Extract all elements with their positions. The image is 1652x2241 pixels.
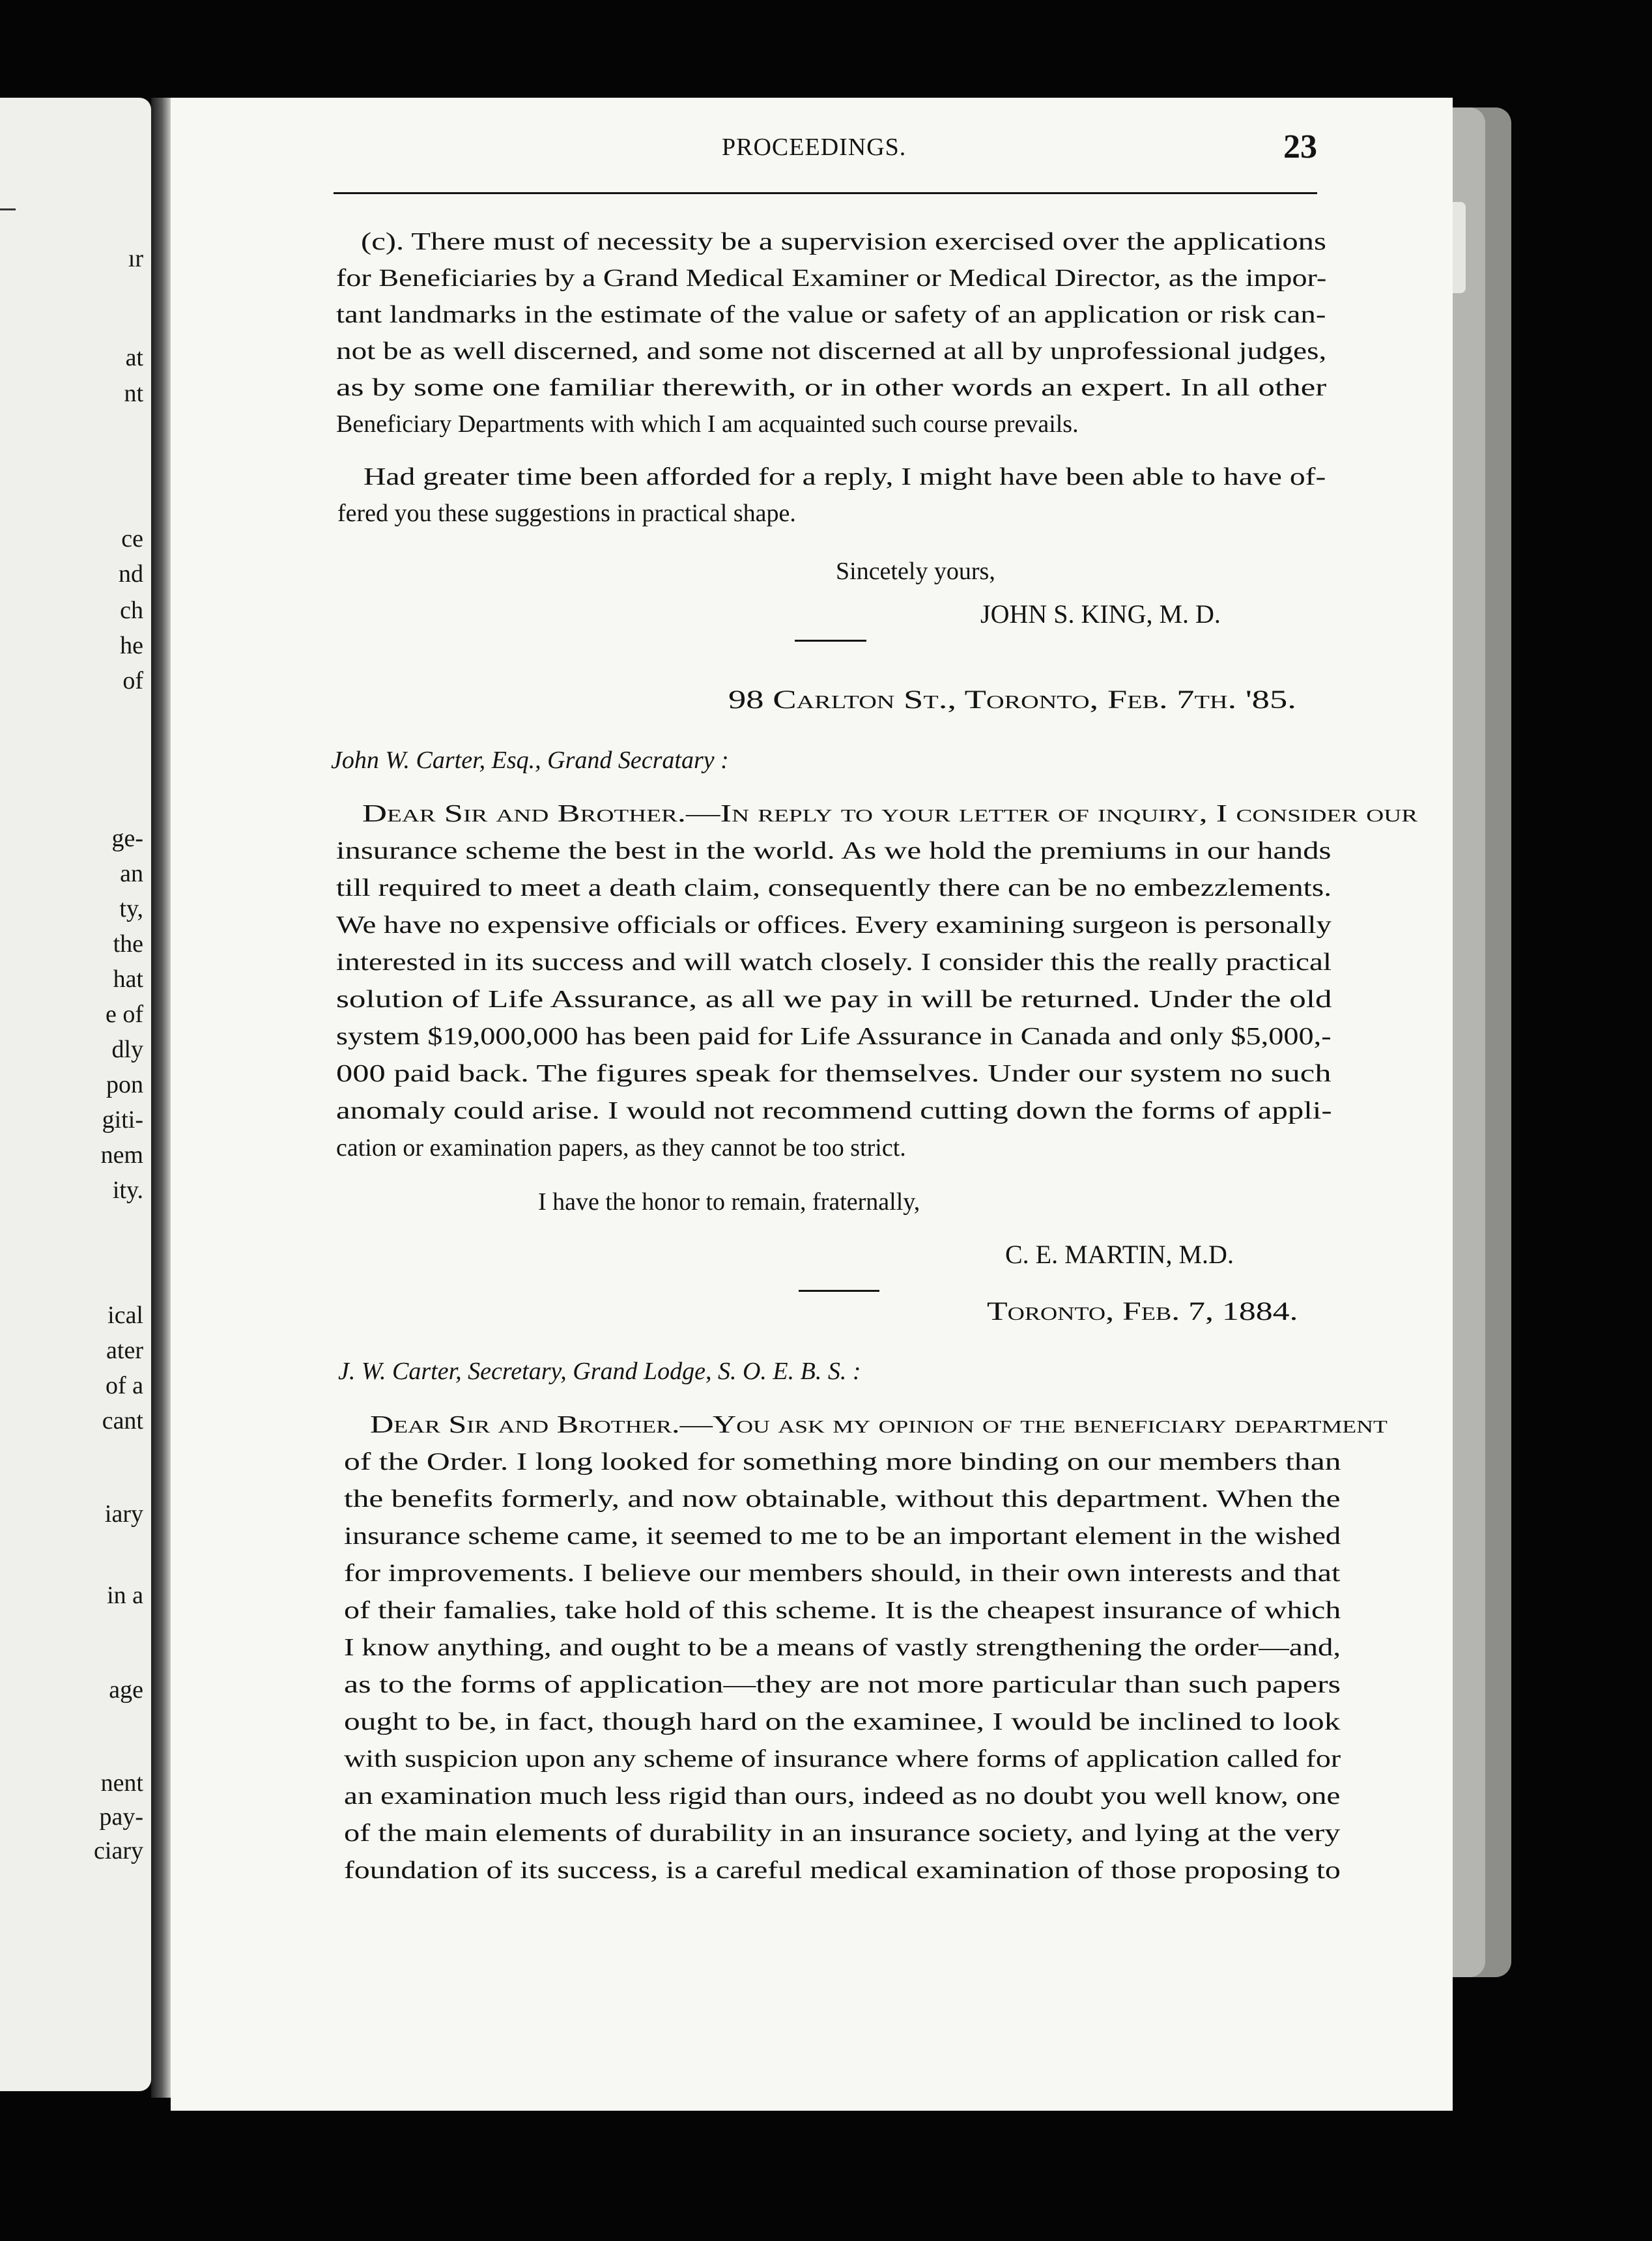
- letter2-signature: C. E. MARTIN, M.D.: [1005, 1240, 1234, 1269]
- left-page-fragment: nt: [124, 380, 143, 407]
- left-page-fragment: in a: [107, 1582, 143, 1609]
- letter3-body-line: with suspicion upon any scheme of insurance where forms of application called for: [344, 1745, 1341, 1773]
- letter2-body-line: We have no expensive officials or offices. Every examining surgeon is personally: [336, 911, 1332, 939]
- left-page-fragment: the: [113, 930, 143, 958]
- left-page-fragment: at: [125, 344, 143, 371]
- left-page-fragment: ce: [121, 525, 143, 552]
- letter2-body-line: Dear Sir and Brother.—In reply to your letter of inquiry, I consider our: [362, 800, 1418, 827]
- letter3-body-line: ought to be, in fact, though hard on the examinee, I would be inclined to look: [344, 1708, 1341, 1735]
- paragraph-c-line: as by some one familiar therewith, or in other words an expert. In all other: [336, 374, 1327, 401]
- left-page-fragment: ge-: [111, 825, 143, 852]
- letter1-closing: Sincetely yours,: [836, 558, 995, 585]
- letter3-body-line: of their famalies, take hold of this scheme. It is the cheapest insurance of which: [344, 1597, 1341, 1624]
- letter2-body-line: cation or examination papers, as they cannot be too strict.: [336, 1134, 906, 1162]
- paragraph-c-line: Beneficiary Departments with which I am acquainted such course prevails.: [336, 410, 1079, 438]
- paragraph-had-line: fered you these suggestions in practical shape.: [337, 500, 796, 527]
- letter2-body-line: interested in its success and will watch closely. I consider this the really practical: [336, 949, 1332, 976]
- left-page-fragment: nd: [119, 560, 143, 588]
- left-page-fragment: ity.: [112, 1177, 143, 1204]
- letter2-body-line: till required to meet a death claim, consequently there can be no embezzlements.: [336, 874, 1332, 902]
- separator-rule-2: [799, 1290, 879, 1292]
- left-page-fragment: pon: [106, 1071, 143, 1098]
- left-page-fragment: nem: [100, 1141, 143, 1169]
- letter3-salutation: J. W. Carter, Secretary, Grand Lodge, S. O. E. B. S. :: [338, 1358, 861, 1385]
- left-page-fragment: giti-: [102, 1106, 143, 1134]
- left-page-fragment: ater: [106, 1337, 143, 1364]
- letter3-body-line: of the main elements of durability in an insurance society, and lying at the very: [344, 1820, 1341, 1847]
- left-page-fragment: age: [109, 1676, 143, 1704]
- header-rule: [334, 192, 1317, 194]
- letter1-signature: JOHN S. KING, M. D.: [980, 599, 1221, 629]
- letter3-body-line: for improvements. I believe our members should, in their own interests and that: [344, 1560, 1341, 1587]
- left-page-fragment: ır: [128, 245, 143, 272]
- letter2-body-line: anomaly could arise. I would not recommend cutting down the forms of appli-: [336, 1097, 1332, 1124]
- page-number: 23: [1283, 128, 1317, 165]
- left-facing-page: [0, 98, 151, 2091]
- left-page-fragment: cant: [102, 1407, 143, 1435]
- letter3-body-line: I know anything, and ought to be a means of vastly strengthening the order—and,: [344, 1634, 1341, 1661]
- letter3-body-line: the benefits formerly, and now obtainable, without this department. When the: [344, 1485, 1341, 1513]
- left-page-fragment: hat: [113, 965, 143, 993]
- left-page-fragment: he: [120, 632, 143, 659]
- book-spine: [151, 98, 171, 2098]
- letter2-dateline: 98 Carlton St., Toronto, Feb. 7th. '85.: [728, 685, 1296, 714]
- letter2-body-line: solution of Life Assurance, as all we pay in will be returned. Under the old: [336, 986, 1332, 1013]
- paragraph-c-line: (c). There must of necessity be a supervision exercised over the applications: [361, 228, 1326, 255]
- left-page-fragment: ciary: [94, 1837, 143, 1864]
- left-page-fragment: nent: [100, 1769, 143, 1797]
- letter3-body-line: Dear Sir and Brother.—You ask my opinion of the beneficiary department: [370, 1411, 1388, 1438]
- left-page-fragment: ical: [107, 1302, 143, 1329]
- left-page-fragment: pay-: [99, 1803, 143, 1831]
- left-page-fragment: dly: [111, 1036, 143, 1063]
- separator-rule-1: [795, 640, 866, 642]
- paragraph-had-line: Had greater time been afforded for a reply, I might have been able to have of-: [363, 463, 1326, 491]
- letter3-body-line: of the Order. I long looked for something more binding on our members than: [344, 1448, 1341, 1476]
- left-page-fragment: of: [122, 667, 143, 694]
- letter2-body-line: system $19,000,000 has been paid for Life Assurance in Canada and only $5,000,-: [336, 1023, 1332, 1050]
- paragraph-c-line: tant landmarks in the estimate of the value or safety of an application or risk can-: [336, 301, 1326, 328]
- running-head: PROCEEDINGS.: [722, 134, 907, 161]
- left-page-dash: [0, 208, 16, 210]
- left-page-fragment: ty,: [119, 895, 143, 922]
- paragraph-c-line: for Beneficiaries by a Grand Medical Examiner or Medical Director, as the impor-: [336, 264, 1327, 292]
- letter2-body-line: insurance scheme the best in the world. As we hold the premiums in our hands: [336, 837, 1332, 864]
- letter2-body-line: 000 paid back. The figures speak for themselves. Under our system no such: [336, 1060, 1332, 1087]
- left-page-fragment: iary: [104, 1500, 143, 1528]
- left-page-fragment: e of: [105, 1001, 143, 1028]
- letter3-dateline: Toronto, Feb. 7, 1884.: [987, 1296, 1298, 1326]
- letter3-body-line: as to the forms of application—they are not more particular than such papers: [344, 1671, 1341, 1698]
- left-page-fragment: of a: [105, 1372, 143, 1399]
- letter2-salutation: John W. Carter, Esq., Grand Secratary :: [331, 747, 729, 774]
- letter2-closing: I have the honor to remain, fraternally,: [538, 1188, 920, 1216]
- paragraph-c-line: not be as well discerned, and some not discerned at all by unprofessional judges,: [336, 337, 1327, 365]
- letter3-body-line: insurance scheme came, it seemed to me to be an important element in the wished: [344, 1522, 1341, 1550]
- left-page-fragment: an: [120, 860, 143, 887]
- left-page-fragment: ch: [120, 597, 143, 624]
- letter3-body-line: foundation of its success, is a careful medical examination of those proposing to: [344, 1857, 1341, 1884]
- letter3-body-line: an examination much less rigid than ours, indeed as no doubt you well know, one: [344, 1782, 1341, 1810]
